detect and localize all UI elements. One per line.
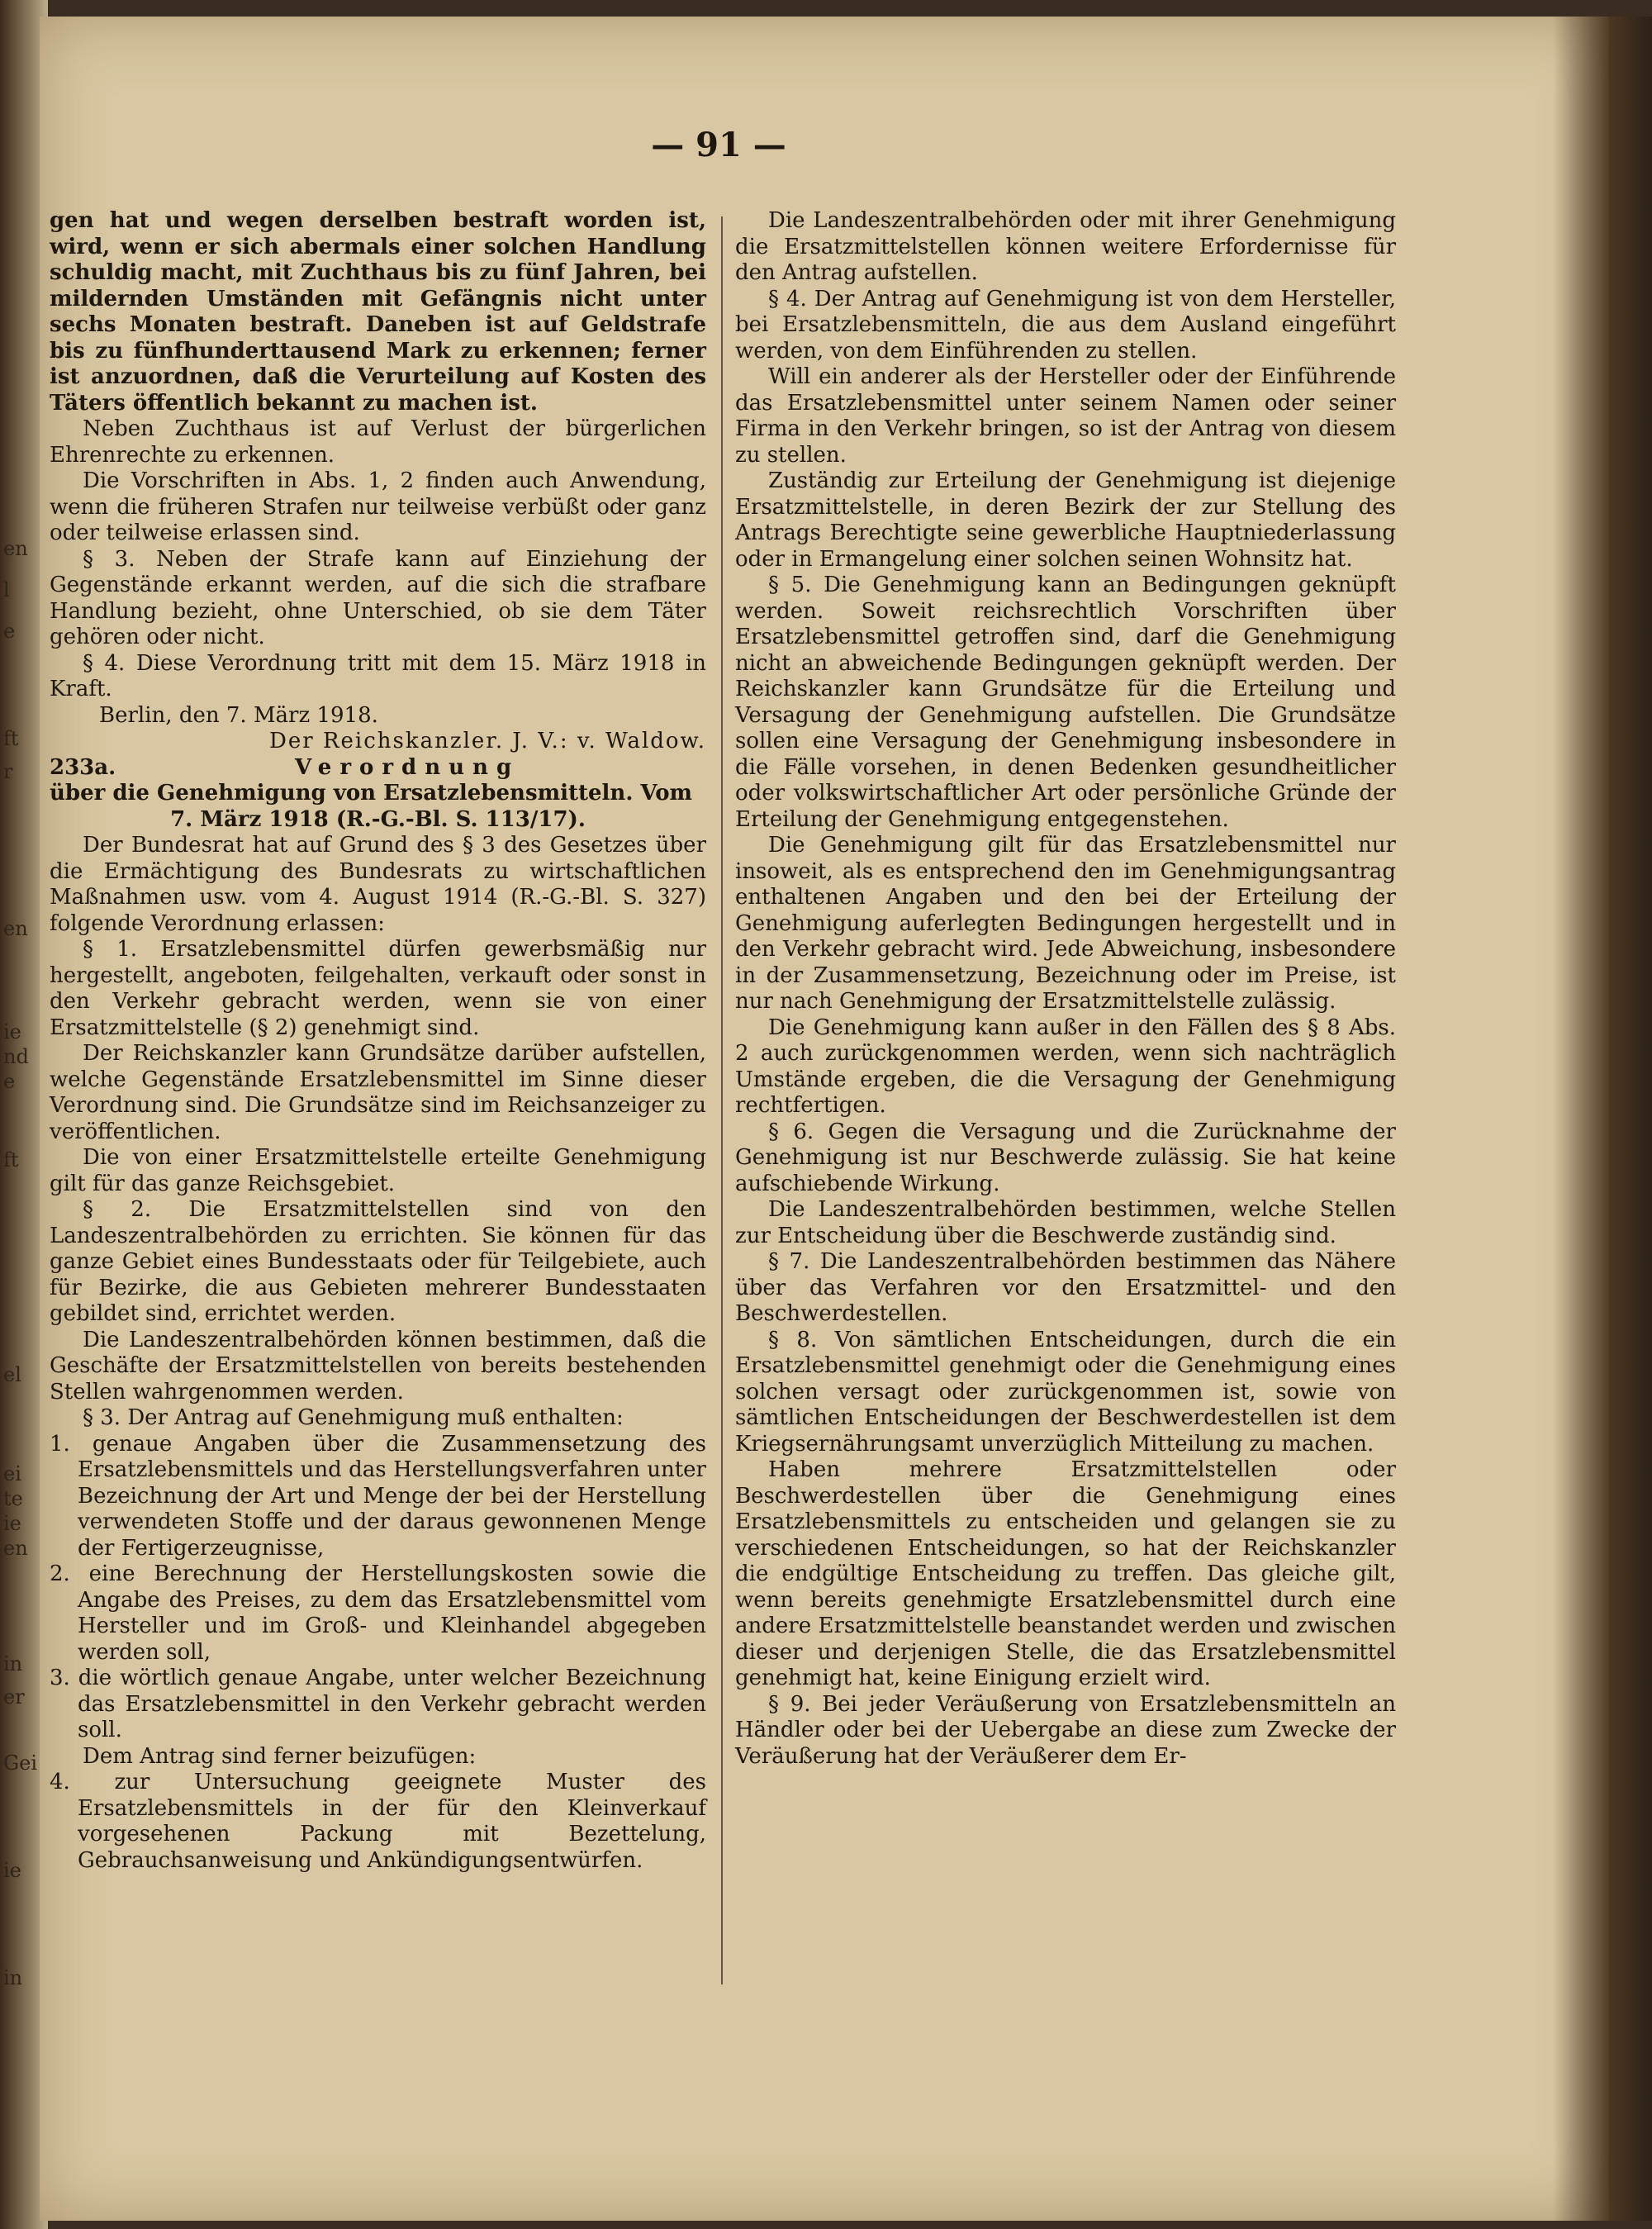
list-item: 2. eine Berechnung der Herstellungskosten sowie die Angabe des Preises, zu dem das Ersatzlebensmittel vom Hersteller und im Groß- und Kleinhandel abgegeben werden soll, <box>50 1561 706 1665</box>
paragraph: Die Vorschriften in Abs. 1, 2 finden auch Anwendung, wenn die früheren Strafen nur teilweise verbüßt oder ganz oder teilweise erlassen sind. <box>50 468 706 545</box>
paragraph: Die von einer Ersatzmittelstelle erteilte Genehmigung gilt für das ganze Reichsgebiet. <box>50 1145 706 1196</box>
fragment: en <box>3 917 28 940</box>
paragraph: Haben mehrere Ersatzmittelstellen oder Beschwerdestellen über die Genehmigung eines Ersatzlebensmittels zu entscheiden und gelangen sie zu verschiedenen Entscheidungen, so hat der Reichskanzler die endgültige Entscheidung zu treffen. Das gleiche gilt, wenn bereits genehmigte Ersatzlebensmittel durch eine andere Ersatzmittelstelle beanstandet werden und zwischen dieser und derjenigen Stelle, die das Ersatzlebensmittel genehmigt hat, keine Einigung erzielt wird. <box>735 1457 1396 1690</box>
fragment: e <box>3 620 16 643</box>
paragraph: § 9. Bei jeder Veräußerung von Ersatzlebensmitteln an Händler oder bei der Uebergabe an diese zum Zwecke der Veräußerung hat der Veräußerer dem Er- <box>735 1691 1396 1769</box>
fragment: Gei <box>3 1751 38 1775</box>
fragment: in <box>3 1652 23 1675</box>
fragment: ft <box>3 727 19 750</box>
paragraph: Der Bundesrat hat auf Grund des § 3 des Gesetzes über die Ermächtigung des Bundesrats zu wirtschaftlichen Maßnahmen usw. vom 4. August 1914 (R.-G.-Bl. S. 327) folgende Verordnung erlassen: <box>50 833 706 936</box>
fragment: te <box>3 1487 23 1510</box>
date-line: Berlin, den 7. März 1918. <box>99 702 378 728</box>
paragraph: Die Landeszentralbehörden bestimmen, welche Stellen zur Entscheidung über die Beschwerde zuständig sind. <box>735 1197 1396 1248</box>
fragment: e <box>3 1070 16 1093</box>
fragment: ie <box>3 1020 21 1043</box>
paragraph: Die Genehmigung gilt für das Ersatzlebensmittel nur insoweit, als es entsprechend den im Genehmigungsantrag enthaltenen Angaben und den bei der Erteilung der Genehmigung auferlegten Bedingungen hergestellt und in den Verkehr gebracht wird. Jede Abweichung, insbesondere in der Zusammensetzung, Bezeichnung oder im Preise, ist nur nach Genehmigung der Ersatzmittelstelle zulässig. <box>735 833 1396 1014</box>
fragment: nd <box>3 1045 29 1068</box>
paragraph: gen hat und wegen derselben bestraft worden ist, wird, wenn er sich abermals einer solchen Handlung schuldig macht, mit Zuchthaus bis zu fünf Jahren, bei mildernden Umständen mit Gefängnis nicht unter sechs Monaten bestraft. Daneben ist auf Geldstrafe bis zu fünfhunderttausend Mark zu erkennen; ferner ist anzuordnen, daß die Verurteilung auf Kosten des Täters öffentlich bekannt zu machen ist. <box>50 208 706 416</box>
fragment: en <box>3 537 28 560</box>
decree-subtitle: über die Genehmigung von Ersatzlebensmitteln. Vom <box>50 781 693 806</box>
paragraph: Dem Antrag sind ferner beizufügen: <box>83 1743 477 1769</box>
fragment: r <box>3 760 13 783</box>
paragraph: § 2. Die Ersatzmittelstellen sind von den Landeszentralbehörden zu errichten. Sie können für das ganze Gebiet eines Bundesstaats oder für Teilgebiete, auch für Bezirke, die aus Gebieten mehrerer Bundesstaaten gebildet sind, errichtet werden. <box>50 1197 706 1326</box>
column-divider <box>721 216 723 1984</box>
paragraph: Die Landeszentralbehörden oder mit ihrer Genehmigung die Ersatzmittelstellen können weitere Erfordernisse für den Antrag aufstellen. <box>735 208 1396 285</box>
list-item: 4. zur Untersuchung geeignete Muster des Ersatzlebensmittels in der für den Kleinverkauf vorgesehenen Packung mit Bezettelung, Gebrauchsanweisung und Ankündigungsentwürfen. <box>50 1770 706 1873</box>
fragment: l <box>3 578 10 601</box>
paragraph: Zuständig zur Erteilung der Genehmigung ist diejenige Ersatzmittelstelle, in deren Bezirk der zur Stellung des Antrags Berechtigte seine gewerbliche Hauptniederlassung oder in Ermangelung einer solchen seinen Wohnsitz hat. <box>735 468 1396 572</box>
paragraph: § 4. Der Antrag auf Genehmigung ist von dem Hersteller, bei Ersatzlebensmitteln, die aus dem Ausland eingeführt werden, von dem Einführenden zu stellen. <box>735 286 1396 364</box>
paragraph: Will ein anderer als der Hersteller oder der Einführende das Ersatzlebensmittel unter seinem Namen oder seiner Firma in den Verkehr bringen, so ist der Antrag von diesem zu stellen. <box>735 364 1396 468</box>
paragraph: § 4. Diese Verordnung tritt mit dem 15. März 1918 in Kraft. <box>50 650 706 701</box>
page-binding-shadow <box>1553 17 1652 2221</box>
fragment: en <box>3 1537 28 1560</box>
fragment: ie <box>3 1512 21 1535</box>
fragment: el <box>3 1363 21 1386</box>
left-column <box>50 208 706 1874</box>
paragraph: Der Reichskanzler kann Grundsätze darüber aufstellen, welche Gegenstände Ersatzlebensmittel im Sinne dieser Verordnung sind. Die Grundsätze sind im Reichsanzeiger zu veröffentlichen. <box>50 1041 706 1144</box>
list-item: 3. die wörtlich genaue Angabe, unter welcher Bezeichnung das Ersatzlebensmittel in den Verkehr gebracht werden soll. <box>50 1666 706 1742</box>
paragraph: § 3. Neben der Strafe kann auf Einziehung der Gegenstände erkannt werden, auf die sich die strafbare Handlung bezieht, ohne Unterschied, ob sie dem Täter gehören oder nicht. <box>50 546 706 649</box>
fragment: ei <box>3 1462 21 1485</box>
paragraph: § 5. Die Genehmigung kann an Bedingungen geknüpft werden. Soweit reichsrechtlich Vorschriften über Ersatzlebensmittel getroffen sind, darf die Genehmigung nicht an abweichende Bedingungen geknüpft werden. Der Reichskanzler kann Grundsätze für die Erteilung und Versagung der Genehmigung aufstellen. Die Grundsätze sollen eine Versagung der Genehmigung insbesondere in die Fälle vorsehen, in denen Bedenken gesundheitlicher oder volkswirtschaftlicher Art oder persönliche Gründe der Erteilung der Genehmigung entgegenstehen. <box>735 573 1396 832</box>
fragment: ft <box>3 1148 19 1172</box>
paragraph: § 1. Ersatzlebensmittel dürfen gewerbsmäßig nur hergestellt, angeboten, feilgehalten, verkauft oder sonst in den Verkehr gebracht werden, wenn sie von einer Ersatzmittelstelle (§ 2) genehmigt sind. <box>50 937 706 1040</box>
fragment: er <box>3 1685 25 1709</box>
right-column <box>735 208 1396 1770</box>
paragraph: Neben Zuchthaus ist auf Verlust der bürgerlichen Ehrenrechte zu erkennen. <box>50 416 706 468</box>
decree-subtitle: 7. März 1918 (R.-G.-Bl. S. 113/17). <box>170 806 586 832</box>
decree-number: 233a. <box>50 754 116 780</box>
list-item: 1. genaue Angaben über die Zusammensetzung des Ersatzlebensmittels und das Herstellungsverfahren unter Bezeichnung der Art und Menge der bei der Herstellung verwendeten Stoffe und der daraus gewonnenen Menge der Fertigerzeugnisse, <box>50 1431 706 1561</box>
paragraph: § 7. Die Landeszentralbehörden bestimmen das Nähere über das Verfahren vor den Ersatzmittel- und den Beschwerdestellen. <box>735 1249 1396 1326</box>
fragment: ie <box>3 1859 21 1882</box>
signature-line: Der Reichskanzler. J. V.: v. Waldow. <box>269 729 706 753</box>
paragraph: § 3. Der Antrag auf Genehmigung muß enthalten: <box>83 1405 624 1430</box>
decree-heading <box>50 755 706 782</box>
paragraph: § 6. Gegen die Versagung und die Zurücknahme der Genehmigung ist nur Beschwerde zulässig. Sie hat keine aufschiebende Wirkung. <box>735 1119 1396 1196</box>
decree-title: Verordnung <box>294 754 520 780</box>
paragraph: § 8. Von sämtlichen Entscheidungen, durch die ein Ersatzlebensmittel genehmigt oder die Genehmigung eines solchen versagt oder zurückgenommen ist, sowie von sämtlichen Entscheidungen der Beschwerdestellen ist dem Kriegsernährungsamt unverzüglich Mitteilung zu machen. <box>735 1327 1396 1457</box>
page-number: — 91 — <box>651 126 786 164</box>
paragraph: Die Landeszentralbehörden können bestimmen, daß die Geschäfte der Ersatzmittelstellen von bereits bestehenden Stellen wahrgenommen werden. <box>50 1327 706 1404</box>
fragment: in <box>3 1966 23 1989</box>
paragraph: Die Genehmigung kann außer in den Fällen des § 8 Abs. 2 auch zurückgenommen werden, wenn sich nachträglich Umstände ergeben, die die Versagung der Genehmigung rechtfertigen. <box>735 1015 1396 1118</box>
